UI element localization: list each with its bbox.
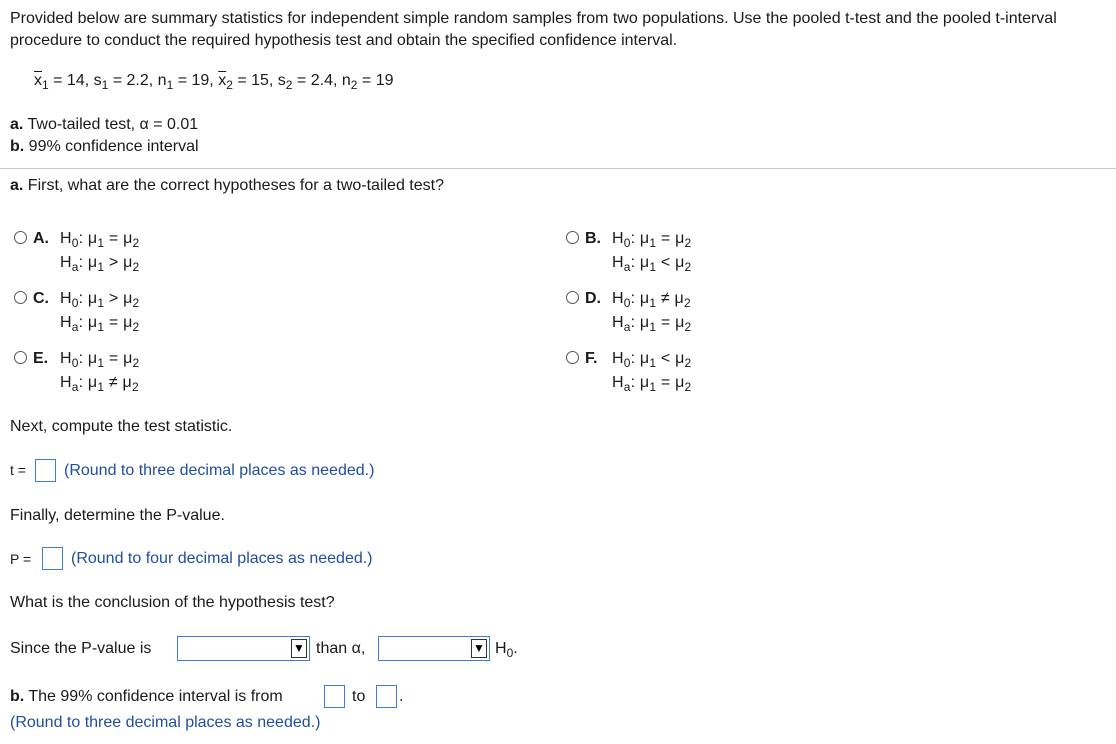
- mu1-sub: 1: [97, 260, 105, 274]
- option-letter: B.: [585, 230, 601, 247]
- part-a-spec: [10, 116, 198, 134]
- h-symbol: H: [612, 290, 624, 307]
- part-b-q-text: The 99% confidence interval is from: [24, 688, 283, 705]
- part-b-text: 99% confidence interval: [24, 138, 199, 155]
- mu2-relation: > μ: [104, 254, 133, 271]
- option-letter: C.: [33, 290, 49, 307]
- mu2-sub: 2: [684, 320, 692, 334]
- mu1-symbol: : μ: [78, 290, 98, 307]
- s1-value: = 2.2,: [108, 72, 158, 89]
- mu1-symbol: : μ: [78, 254, 98, 271]
- mu1-sub: 1: [97, 236, 105, 250]
- ci-round-hint: (Round to three decimal places as needed.): [10, 714, 321, 731]
- h-symbol: H: [612, 230, 624, 247]
- ha-sub: a: [71, 320, 79, 334]
- x2-symbol: $\overline{x}$: [218, 72, 227, 89]
- mu1-symbol: : μ: [630, 314, 650, 331]
- alt-hypothesis: [612, 251, 691, 275]
- mu2-sub: 2: [132, 356, 140, 370]
- n2-value: = 19: [357, 72, 394, 89]
- radio-button[interactable]: [14, 231, 27, 244]
- option-letter: D.: [585, 290, 601, 307]
- ci-lower-input[interactable]: [324, 685, 345, 708]
- null-hypothesis: [60, 227, 139, 251]
- h0-sub: 0: [623, 296, 631, 310]
- ha-sub: a: [71, 380, 79, 394]
- mu1-symbol: : μ: [630, 230, 650, 247]
- n1-sub: 1: [166, 78, 174, 92]
- mu2-relation: ≠ μ: [104, 374, 132, 391]
- option-e[interactable]: [14, 350, 139, 395]
- h0-sub: 0: [71, 296, 79, 310]
- alt-hypothesis: [60, 371, 139, 395]
- mu1-symbol: : μ: [630, 350, 650, 367]
- s2-symbol: s: [277, 72, 286, 89]
- mu1-sub: 1: [97, 296, 105, 310]
- ha-sub: a: [71, 260, 79, 274]
- radio-button[interactable]: [566, 291, 579, 304]
- mu2-sub: 2: [132, 320, 140, 334]
- option-letter: A.: [33, 230, 49, 247]
- mu2-sub: 2: [683, 296, 691, 310]
- h0-sub: 0: [623, 236, 631, 250]
- ha-sub: a: [623, 380, 631, 394]
- mu2-relation: = μ: [656, 314, 685, 331]
- mu1-sub: 1: [649, 296, 657, 310]
- mu1-sub: 1: [649, 356, 657, 370]
- mu1-sub: 1: [649, 320, 657, 334]
- since-text: Since the P-value is: [10, 640, 152, 657]
- t-label: t =: [10, 462, 26, 478]
- mu2-relation: = μ: [104, 350, 133, 367]
- option-b[interactable]: [566, 230, 691, 275]
- t-round-hint: (Round to three decimal places as needed.): [64, 462, 375, 479]
- radio-button[interactable]: [566, 231, 579, 244]
- mu1-symbol: : μ: [78, 350, 98, 367]
- mu1-symbol: : μ: [630, 254, 650, 271]
- mu1-sub: 1: [649, 236, 657, 250]
- mu2-relation: ≠ μ: [656, 290, 684, 307]
- null-hypothesis: [612, 227, 691, 251]
- ha-sub: a: [623, 320, 631, 334]
- comparison-dropdown[interactable]: [177, 636, 310, 661]
- mu2-relation: = μ: [104, 314, 133, 331]
- x2-sub: 2: [226, 78, 233, 92]
- mu2-relation: < μ: [656, 350, 685, 367]
- ci-period: .: [399, 688, 404, 705]
- p-label: P =: [10, 551, 32, 567]
- alt-hypothesis: [612, 371, 691, 395]
- option-a[interactable]: [14, 230, 139, 275]
- null-hypothesis: [60, 287, 139, 311]
- x1-value: = 14,: [48, 72, 94, 89]
- chevron-down-icon[interactable]: ▼: [471, 639, 487, 658]
- t-answer-input[interactable]: [35, 459, 56, 482]
- h-symbol: H: [60, 230, 72, 247]
- mu1-sub: 1: [649, 260, 657, 274]
- null-hypothesis: [60, 347, 139, 371]
- mu1-symbol: : μ: [78, 374, 98, 391]
- h0-final-sub: 0: [506, 646, 514, 660]
- h0-sub: 0: [623, 356, 631, 370]
- alt-hypothesis: [60, 251, 139, 275]
- x2-value: = 15,: [232, 72, 278, 89]
- mu2-sub: 2: [684, 380, 692, 394]
- mu1-symbol: : μ: [630, 374, 650, 391]
- part-b-question: [10, 688, 283, 706]
- h0-final-dot: .: [513, 640, 518, 657]
- n2-sub: 2: [350, 78, 358, 92]
- question-a-text: First, what are the correct hypotheses for a two-tailed test?: [23, 177, 444, 194]
- option-c[interactable]: [14, 290, 139, 335]
- h0-final-symbol: H: [495, 640, 507, 657]
- option-letter: F.: [585, 350, 598, 367]
- decision-dropdown[interactable]: [378, 636, 490, 661]
- compute-stat-prompt: Next, compute the test statistic.: [10, 418, 233, 435]
- alt-hypothesis: [612, 311, 691, 335]
- option-letter: E.: [33, 350, 49, 367]
- h-symbol: H: [612, 314, 624, 331]
- mu1-symbol: : μ: [78, 314, 98, 331]
- radio-button[interactable]: [566, 351, 579, 364]
- mu2-sub: 2: [684, 356, 692, 370]
- section-divider: [0, 168, 1116, 169]
- mu2-relation: > μ: [104, 290, 133, 307]
- mu2-sub: 2: [132, 296, 140, 310]
- h-symbol: H: [612, 374, 624, 391]
- mu1-sub: 1: [97, 320, 105, 334]
- chevron-down-icon[interactable]: ▼: [291, 639, 307, 658]
- to-text: to: [352, 688, 366, 705]
- question-a: [10, 177, 444, 195]
- n1-symbol: n: [157, 72, 167, 89]
- mu1-symbol: : μ: [78, 230, 98, 247]
- s1-sub: 1: [101, 78, 109, 92]
- part-a-text: Two-tailed test, α = 0.01: [23, 116, 199, 133]
- s1-symbol: s: [93, 72, 102, 89]
- h-symbol: H: [60, 374, 72, 391]
- part-b-label: b.: [10, 138, 25, 155]
- h-symbol: H: [60, 314, 72, 331]
- summary-statistics: [34, 72, 393, 90]
- mu2-sub: 2: [684, 260, 692, 274]
- mu2-relation: = μ: [656, 374, 685, 391]
- radio-button[interactable]: [14, 351, 27, 364]
- pvalue-prompt: Finally, determine the P-value.: [10, 507, 225, 524]
- h0-sub: 0: [71, 236, 79, 250]
- h-symbol: H: [612, 254, 624, 271]
- part-b-q-label: b.: [10, 688, 25, 705]
- x1-symbol: $\overline{x}$: [34, 72, 42, 89]
- h-symbol: H: [60, 290, 72, 307]
- mu2-sub: 2: [132, 236, 140, 250]
- ci-upper-input[interactable]: [376, 685, 397, 708]
- x1-sub: 1: [42, 78, 49, 92]
- part-b-spec: [10, 138, 199, 156]
- n2-symbol: n: [341, 72, 351, 89]
- s2-sub: 2: [285, 78, 293, 92]
- option-d[interactable]: [566, 290, 691, 335]
- mu1-sub: 1: [97, 380, 105, 394]
- h-symbol: H: [60, 350, 72, 367]
- h-symbol: H: [60, 254, 72, 271]
- ha-sub: a: [623, 260, 631, 274]
- mu2-relation: = μ: [104, 230, 133, 247]
- mu2-sub: 2: [684, 236, 692, 250]
- h0-sub: 0: [71, 356, 79, 370]
- conclusion-prompt: What is the conclusion of the hypothesis test?: [10, 594, 335, 611]
- null-hypothesis: [612, 287, 691, 311]
- null-hypothesis: [612, 347, 691, 371]
- n1-value: = 19,: [173, 72, 219, 89]
- question-a-label: a.: [10, 177, 24, 194]
- alt-hypothesis: [60, 311, 139, 335]
- part-a-label: a.: [10, 116, 24, 133]
- mu1-sub: 1: [97, 356, 105, 370]
- mu1-sub: 1: [649, 380, 657, 394]
- s2-value: = 2.4,: [292, 72, 342, 89]
- mu2-relation: < μ: [656, 254, 685, 271]
- h-symbol: H: [612, 350, 624, 367]
- mu2-sub: 2: [132, 260, 140, 274]
- than-alpha-text: than α,: [316, 640, 366, 657]
- option-f[interactable]: [566, 350, 691, 395]
- h0-final: [495, 640, 518, 658]
- p-round-hint: (Round to four decimal places as needed.): [71, 550, 373, 567]
- mu2-relation: = μ: [656, 230, 685, 247]
- mu2-sub: 2: [131, 380, 139, 394]
- problem-intro: Provided below are summary statistics for independent simple random samples from two populations. Use the pooled t-test and the pooled t-interval procedure to conduct the required hypothesis test and obtain the specified confidence interval.: [10, 10, 1057, 49]
- p-answer-input[interactable]: [42, 547, 63, 570]
- radio-button[interactable]: [14, 291, 27, 304]
- mu1-symbol: : μ: [630, 290, 650, 307]
